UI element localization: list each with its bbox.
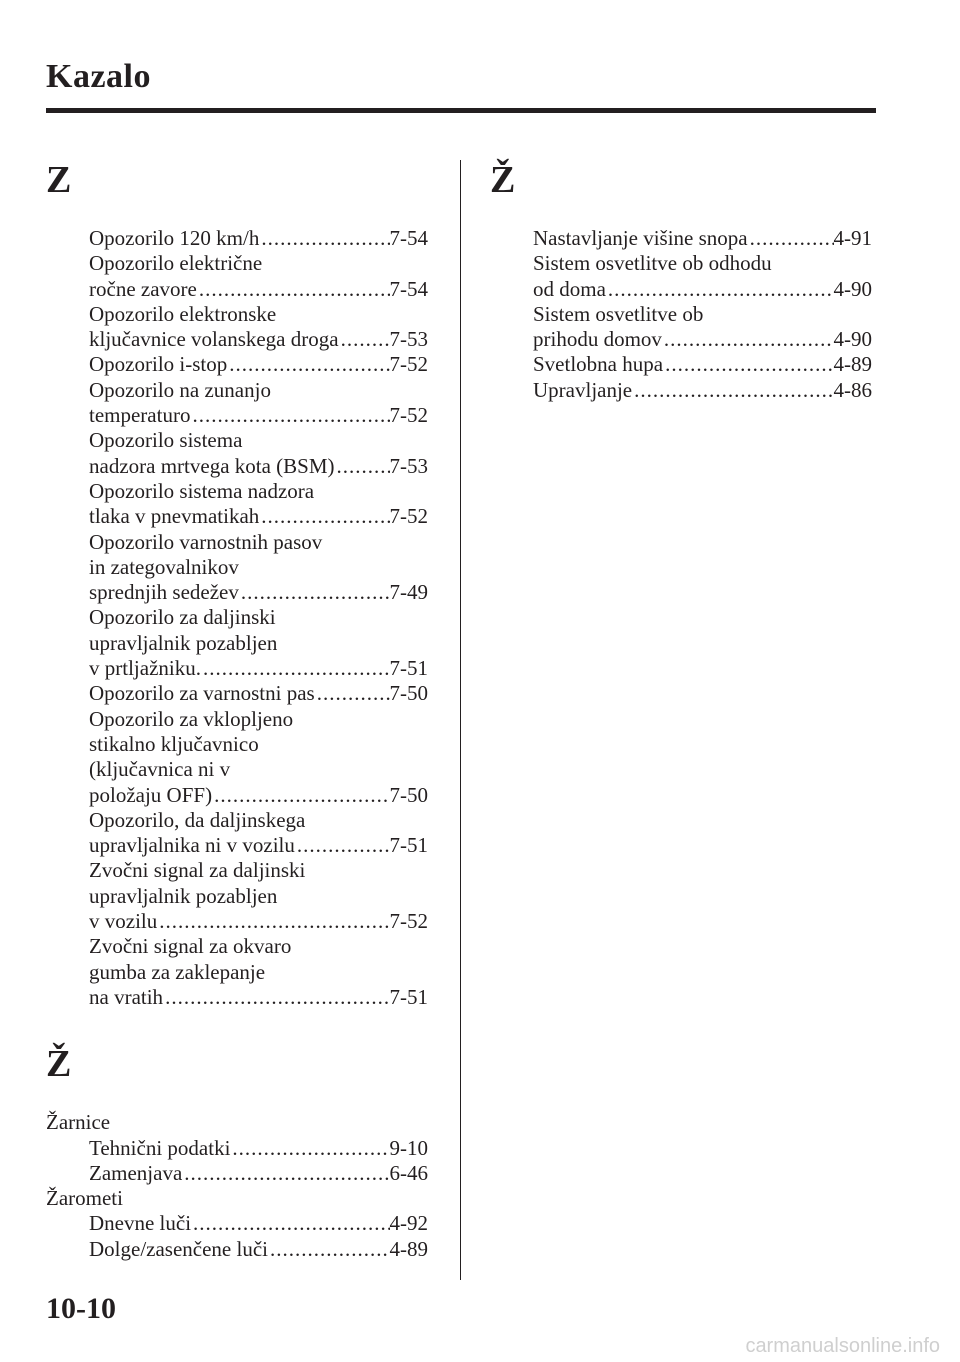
index-entry (46, 1211, 428, 1236)
page-reference: 4-92 (389, 1211, 428, 1236)
page-reference: 7-52 (389, 403, 428, 428)
header-rule (46, 108, 876, 113)
index-entry (490, 302, 872, 353)
index-entry-text: Opozorilo na zunanjo (89, 377, 271, 402)
index-entry (46, 352, 428, 377)
index-entry-line-last (89, 403, 428, 428)
index-entry-line (89, 530, 428, 555)
index-entry-line (89, 960, 428, 985)
group-zarometi (46, 1186, 428, 1262)
index-entry-text: (ključavnica ni v (89, 757, 231, 782)
index-entry-line (89, 378, 428, 403)
index-entry-line-last (533, 352, 872, 377)
index-entry (46, 681, 428, 706)
index-entry-line (89, 251, 428, 276)
dot-leader (191, 1211, 389, 1236)
page-reference: 7-51 (389, 833, 428, 858)
dot-leader (663, 352, 833, 377)
index-entry-text: Opozorilo za varnostni pas (89, 681, 315, 706)
page-reference: 7-51 (389, 656, 428, 681)
right-column (490, 152, 872, 403)
index-entry-line-last (89, 833, 428, 858)
index-entry-line (89, 732, 428, 757)
dot-leader (606, 277, 834, 302)
index-entry (46, 1237, 428, 1262)
index-entry (46, 378, 428, 429)
page-reference: 7-50 (389, 681, 428, 706)
index-entry-line (89, 302, 428, 327)
dot-leader (632, 378, 833, 403)
index-entry-text: sprednjih sedežev (89, 580, 239, 605)
dot-leader (295, 833, 390, 858)
index-entry-text: Dnevne luči (89, 1211, 192, 1236)
index-entry-line (89, 757, 428, 782)
index-entry-line (533, 302, 872, 327)
index-entry-line (89, 808, 428, 833)
index-entry (46, 226, 428, 251)
page-reference: 7-52 (389, 352, 428, 377)
page-reference: 7-54 (389, 276, 428, 301)
index-entry-line-last (89, 909, 428, 934)
dot-leader (190, 403, 389, 428)
index-entry-line-last (89, 1211, 428, 1236)
index-entry-line (533, 251, 872, 276)
dot-leader (259, 226, 389, 251)
dot-leader (268, 1237, 390, 1262)
watermark: carmanualsonline.info (745, 1335, 940, 1357)
section-z-entries (46, 226, 428, 1010)
index-entry-text: Opozorilo sistema (89, 428, 243, 453)
index-entry-text: Opozorilo, da daljinskega (89, 807, 306, 832)
index-entry-text: Tehnični podatki (89, 1135, 231, 1160)
index-entry-line (89, 555, 428, 580)
index-entry-line-last (533, 327, 872, 352)
index-entry-line-last (89, 226, 428, 251)
index-entry-text: upravljalnika ni v vozilu (89, 833, 295, 858)
index-entry-line-last (89, 327, 428, 352)
index-entry-text: Opozorilo za vklopljeno (89, 706, 294, 731)
dot-leader (315, 681, 390, 706)
page-title: Kazalo (46, 58, 151, 95)
index-entry-text: Zvočni signal za daljinski (89, 858, 306, 883)
index-heading: Žarometi (46, 1186, 123, 1211)
index-entry (490, 352, 872, 377)
index-entry (490, 251, 872, 302)
index-entry-line-last (89, 681, 428, 706)
dot-leader (662, 327, 834, 352)
index-entry (46, 934, 428, 1010)
index-entry-text: Opozorilo 120 km/h (89, 226, 260, 250)
index-entry (46, 428, 428, 479)
page-number: 10-10 (46, 1292, 116, 1325)
index-entry (46, 707, 428, 808)
index-entry-text: Zamenjava (89, 1160, 183, 1185)
index-entry-line-last (89, 352, 428, 377)
page-reference: 7-53 (389, 453, 428, 478)
index-entry-text: Svetlobna hupa (533, 352, 664, 377)
page-reference: 7-52 (389, 909, 428, 934)
index-entry-line-last (89, 580, 428, 605)
index-entry (46, 251, 428, 302)
index-entry-text: prihodu domov (533, 327, 662, 352)
right-entries (490, 226, 872, 403)
index-entry-text: na vratih (89, 984, 164, 1009)
index-entry-line-last (533, 277, 872, 302)
index-entry-line-last (533, 378, 872, 403)
page-reference: 7-53 (389, 327, 428, 352)
index-entry-text: Opozorilo sistema nadzora (89, 478, 315, 503)
index-entry-text: Opozorilo i-stop (89, 352, 228, 377)
index-entry-text: od doma (533, 276, 606, 301)
index-entry (46, 479, 428, 530)
dot-leader (201, 656, 390, 681)
index-entry (46, 605, 428, 681)
index-entry-text: v vozilu (89, 909, 158, 934)
index-entry-line (89, 605, 428, 630)
index-entry-text: Sistem osvetlitve ob odhodu (533, 251, 772, 276)
dot-leader (748, 226, 834, 251)
page-reference: 7-54 (389, 226, 428, 250)
index-entry-line-last (89, 656, 428, 681)
index-entry-line (89, 631, 428, 656)
dot-leader (335, 454, 390, 479)
index-entry-text: temperaturo (89, 403, 191, 428)
index-entry-line (89, 858, 428, 883)
index-entry-text: tlaka v pnevmatikah (89, 504, 260, 529)
index-entry-line-last (89, 454, 428, 479)
page-reference: 4-86 (833, 377, 872, 402)
index-entry-text: v prtljažniku. (89, 656, 201, 681)
page-reference: 4-89 (389, 1236, 428, 1261)
index-entry-line-last (89, 1237, 428, 1262)
index-entry (46, 808, 428, 859)
group-zarometi-entries (46, 1211, 428, 1262)
dot-leader (230, 1136, 389, 1161)
index-entry-text: upravljalnik pozabljen (89, 630, 278, 655)
index-entry-text: Opozorilo varnostnih pasov (89, 529, 323, 554)
index-entry-text: in zategovalnikov (89, 554, 239, 579)
index-entry (46, 1136, 428, 1161)
index-entry-text: gumba za zaklepanje (89, 959, 266, 984)
page-reference: 9-10 (389, 1135, 428, 1160)
index-entry (46, 858, 428, 934)
index-entry-text: Opozorilo za daljinski (89, 605, 276, 630)
index-entry-line-last (533, 226, 872, 251)
index-entry-text: Upravljanje (533, 377, 633, 402)
dot-leader (259, 504, 389, 529)
dot-leader (197, 277, 390, 302)
page-reference: 4-91 (833, 226, 872, 250)
index-entry (46, 302, 428, 353)
index-entry-text: Sistem osvetlitve ob (533, 301, 704, 326)
page-reference: 7-51 (389, 984, 428, 1009)
index-entry-text: položaju OFF) (89, 782, 213, 807)
index-entry-text: ključavnice volanskega droga (89, 327, 339, 352)
page-reference: 6-46 (389, 1160, 428, 1185)
index-entry-line (89, 428, 428, 453)
index-entry-line-last (89, 985, 428, 1010)
page-reference: 4-89 (833, 352, 872, 377)
column-divider (460, 160, 461, 1280)
group-zarnice-entries (46, 1136, 428, 1187)
index-entry (46, 530, 428, 606)
page-reference: 4-90 (833, 276, 872, 301)
index-heading: Žarnice (46, 1110, 111, 1135)
index-entry-line (89, 884, 428, 909)
dot-leader (227, 352, 389, 377)
section-letter-zcaron: Ž (490, 159, 516, 201)
index-entry-text: stikalno ključavnico (89, 731, 259, 756)
page-reference: 7-52 (389, 504, 428, 529)
index-entry-line (89, 479, 428, 504)
dot-leader (163, 985, 389, 1010)
group-zarnice (46, 1110, 428, 1186)
page-reference: 7-50 (389, 782, 428, 807)
section-letter-z: Z (46, 159, 72, 201)
index-entry-text: Opozorilo elektronske (89, 301, 277, 326)
index-entry-text: Dolge/zasenčene luči (89, 1236, 268, 1261)
index-entry-line-last (89, 1136, 428, 1161)
index-entry (46, 1161, 428, 1186)
index-entry-text: nadzora mrtvega kota (BSM) (89, 453, 335, 478)
dot-leader (239, 580, 390, 605)
index-entry-line (89, 934, 428, 959)
dot-leader (212, 783, 389, 808)
index-entry-line-last (89, 504, 428, 529)
index-entry-text: Zvočni signal za okvaro (89, 934, 292, 959)
index-entry-line-last (89, 783, 428, 808)
index-entry (490, 226, 872, 251)
page-reference: 4-90 (833, 327, 872, 352)
page-reference: 7-49 (389, 580, 428, 605)
dot-leader (339, 327, 390, 352)
left-column (46, 152, 428, 1262)
index-entry-text: Opozorilo električne (89, 251, 263, 276)
index-entry-text: Nastavljanje višine snopa (533, 226, 748, 250)
index-entry-line-last (89, 277, 428, 302)
dot-leader (182, 1161, 389, 1186)
index-entry-text: upravljalnik pozabljen (89, 883, 278, 908)
index-entry-line-last (89, 1161, 428, 1186)
dot-leader (157, 909, 389, 934)
index-entry-line (89, 707, 428, 732)
index-entry-text: ročne zavore (89, 276, 197, 301)
index-entry (490, 378, 872, 403)
section-letter-zcaron: Ž (46, 1043, 72, 1086)
